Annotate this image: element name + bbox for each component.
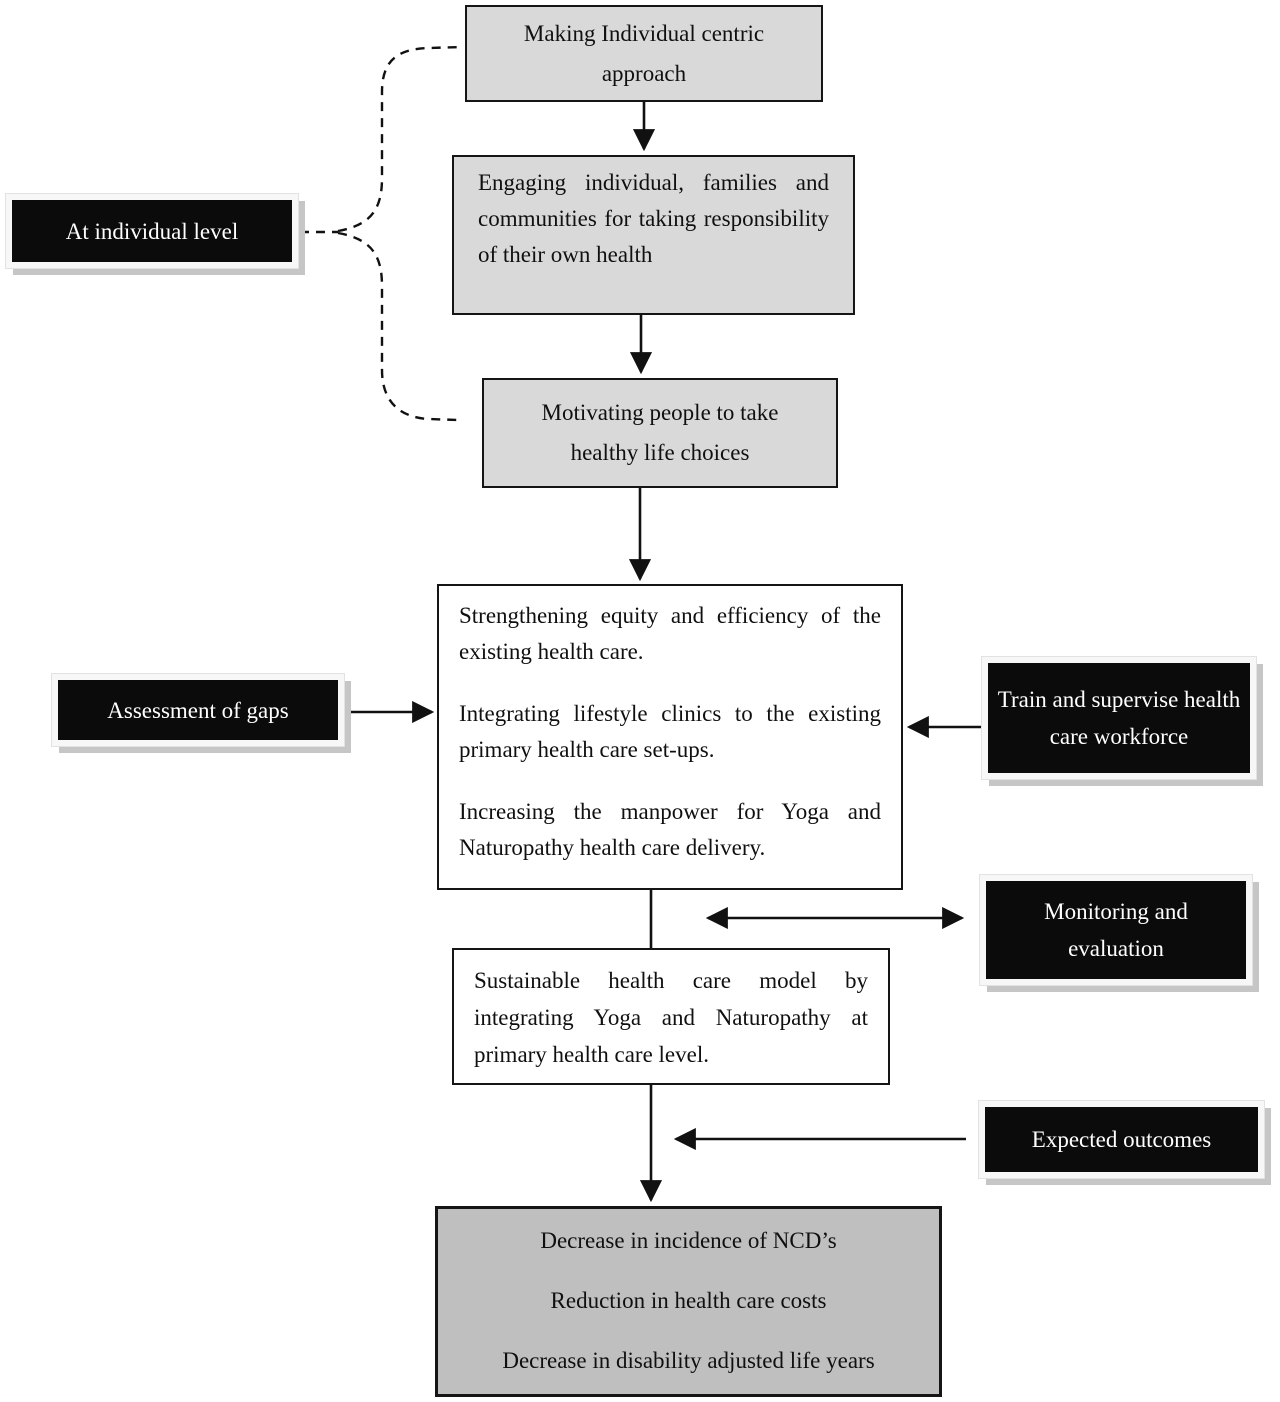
dashed-branch-to-motivating (338, 233, 459, 420)
label-train-and-supervise (982, 657, 1256, 779)
strengthening-paragraph-3: Increasing the manpower for Yoga and Naturopathy health care delivery. (459, 799, 881, 860)
node-individual-centric-approach-text: Making Individual centric approach (523, 20, 765, 86)
dashed-branch-to-individualcentric (338, 47, 462, 231)
label-at-individual-level (6, 194, 298, 268)
strengthening-paragraph-2: Integrating lifestyle clinics to the existing primary health care set-ups. (459, 701, 881, 762)
label-train-and-supervise-text: Train and supervise health care workforce (997, 687, 1241, 749)
outcome-line-2: Reduction in health care costs (550, 1288, 827, 1314)
node-motivating-people (482, 378, 838, 488)
label-assessment-of-gaps (52, 674, 344, 746)
label-assessment-of-gaps-text: Assessment of gaps (107, 697, 289, 723)
label-at-individual-level-text: At individual level (65, 218, 239, 244)
node-engaging-individuals (452, 155, 855, 315)
node-sustainable-model-text: Sustainable health care model by integrating Yoga and Naturopathy at primary health care level. (474, 968, 868, 1067)
node-individual-centric-approach (465, 5, 823, 102)
outcome-line-1: Decrease in incidence of NCD’s (540, 1228, 837, 1253)
outcome-line-3: Decrease in disability adjusted life years (502, 1348, 875, 1374)
node-motivating-people-text: Motivating people to take healthy life choices (541, 400, 779, 465)
node-expected-outcomes-list (435, 1206, 942, 1397)
node-sustainable-model (452, 948, 890, 1085)
node-engaging-individuals-text: Engaging individual, families and communities for taking responsibility of their own health (478, 170, 829, 267)
label-expected-outcomes-text: Expected outcomes (1031, 1127, 1212, 1152)
label-expected-outcomes (979, 1101, 1264, 1178)
label-monitoring-and-evaluation-text: Monitoring and evaluation (1044, 899, 1188, 961)
node-strengthening-health-care (437, 584, 903, 890)
strengthening-paragraph-1: Strengthening equity and efficiency of the existing health care. (459, 603, 881, 664)
label-monitoring-and-evaluation (980, 875, 1252, 985)
